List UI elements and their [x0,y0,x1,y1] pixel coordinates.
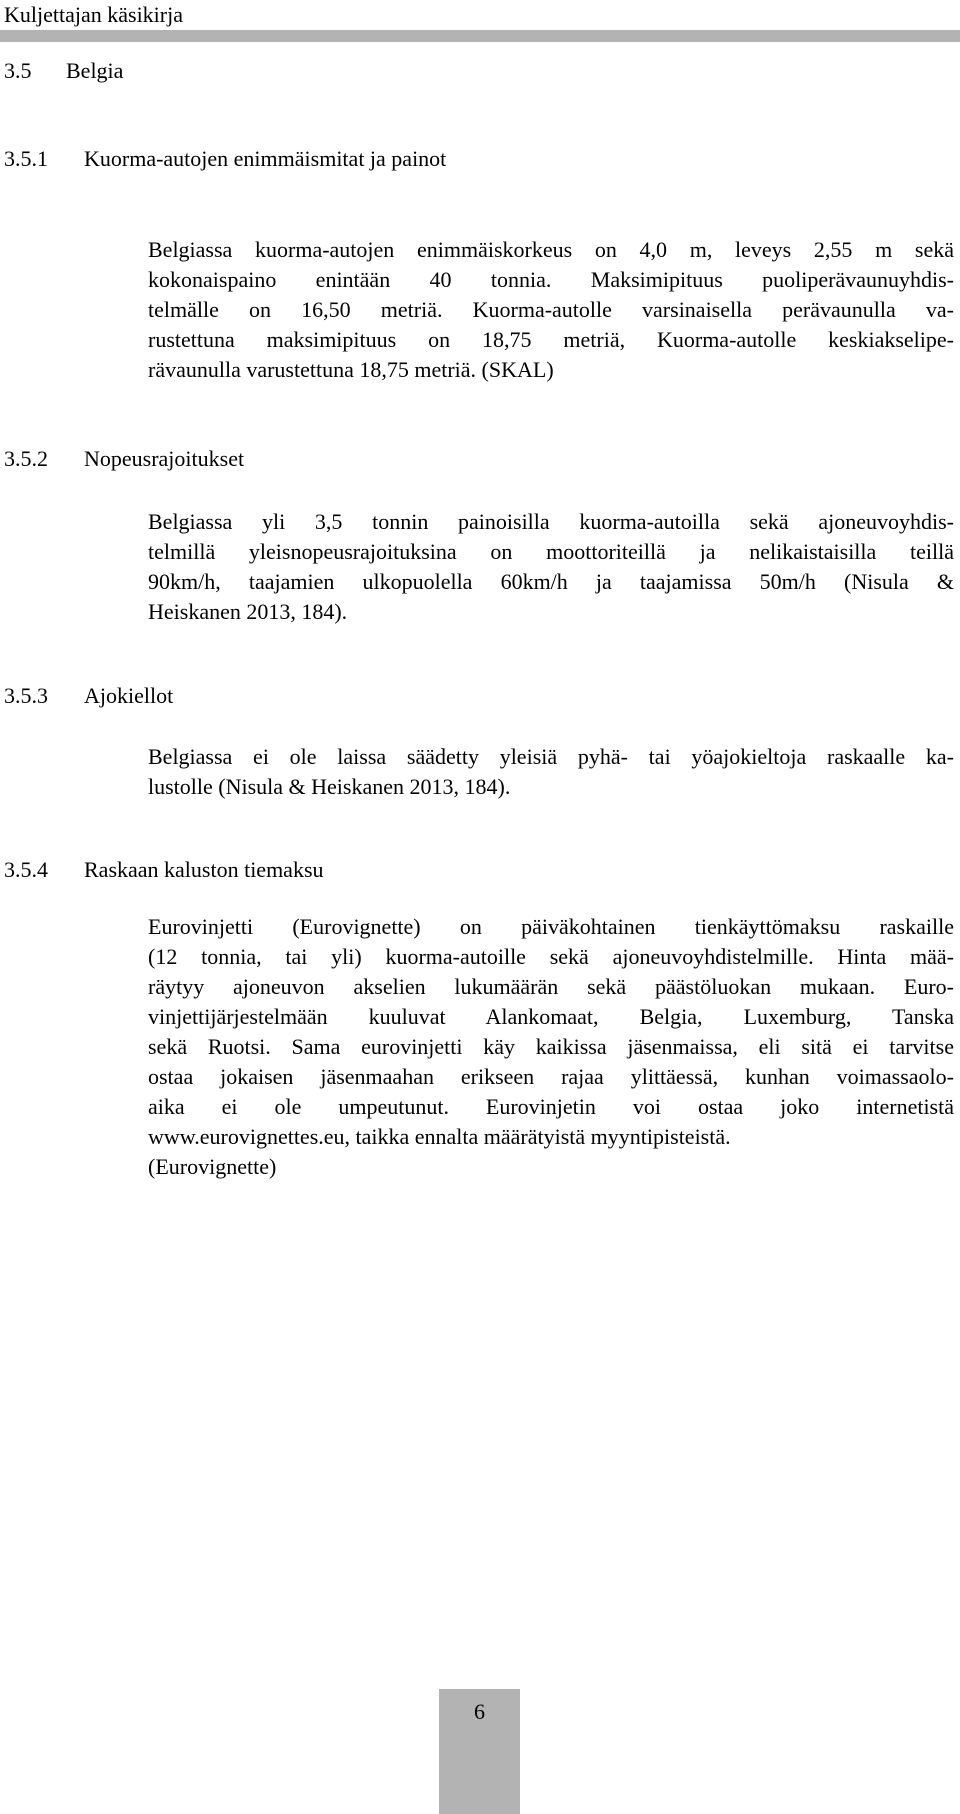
page-number: 6 [474,1699,485,1724]
paragraph-line: rustettuna maksimipituus on 18,75 metriä, Kuorma-autolle keskiakselipe- [148,327,954,352]
paragraph-line: kokonaispaino enintään 40 tonnia. Maksimipituus puoliperävaunuyhdis- [148,267,954,292]
subsection-number: 3.5.4 [4,857,48,882]
paragraph-line: Belgiassa kuorma-autojen enimmäiskorkeus on 4,0 m, leveys 2,55 m sekä [148,237,954,262]
paragraph-line: lustolle (Nisula & Heiskanen 2013, 184). [148,774,511,799]
paragraph-line: (Eurovignette) [148,1154,277,1179]
paragraph [148,507,954,627]
page-number-box [439,1689,520,1814]
paragraph-line: ostaa jokaisen jäsenmaahan erikseen rajaa ylittäessä, kunhan voimassaolo- [148,1064,954,1089]
subsection-title: Kuorma-autojen enimmäismitat ja painot [84,146,447,171]
paragraph-line: www.eurovignettes.eu, taikka ennalta määrätyistä myyntipisteistä. [148,1124,731,1149]
paragraph-line: (12 tonnia, tai yli) kuorma-autoille sekä ajoneuvoyhdistelmille. Hinta mää- [148,944,954,969]
paragraph [148,912,954,1182]
section-number: 3.5 [4,58,32,83]
paragraph-line: rävaunulla varustettuna 18,75 metriä. (SKAL) [148,357,554,382]
subsection-title: Nopeusrajoitukset [84,446,245,471]
paragraph-line: 90km/h, taajamien ulkopuolella 60km/h ja taajamissa 50m/h (Nisula & [148,569,954,594]
section-title: Belgia [66,58,124,83]
paragraph-line: vinjettijärjestelmään kuuluvat Alankomaat, Belgia, Luxemburg, Tanska [148,1004,954,1029]
subsection-number: 3.5.2 [4,446,48,471]
subsection-title: Ajokiellot [84,683,174,708]
paragraph-line: Belgiassa ei ole laissa säädetty yleisiä pyhä- tai yöajokieltoja raskaalle ka- [148,744,954,769]
paragraph-line: telmillä yleisnopeusrajoituksina on moottoriteillä ja nelikaistaisilla teillä [148,539,954,564]
paragraph [148,742,954,802]
running-header-title: Kuljettajan käsikirja [4,2,183,27]
paragraph-line: räytyy ajoneuvon akselien lukumäärän sekä päästöluokan mukaan. Euro- [148,974,954,999]
subsection-number: 3.5.1 [4,146,48,171]
header-rule [0,30,960,42]
paragraph-line: aika ei ole umpeutunut. Eurovinjetin voi ostaa joko internetistä [148,1094,954,1119]
paragraph-line: Belgiassa yli 3,5 tonnin painoisilla kuorma-autoilla sekä ajoneuvoyhdis- [148,509,954,534]
paragraph-line: Eurovinjetti (Eurovignette) on päiväkohtainen tienkäyttömaksu raskaille [148,914,954,939]
paragraph-line: sekä Ruotsi. Sama eurovinjetti käy kaikissa jäsenmaissa, eli sitä ei tarvitse [148,1034,954,1059]
paragraph-line: Heiskanen 2013, 184). [148,599,348,624]
paragraph [148,235,954,385]
subsection-number: 3.5.3 [4,683,48,708]
subsection-title: Raskaan kaluston tiemaksu [84,857,324,882]
paragraph-line: telmälle on 16,50 metriä. Kuorma-autolle varsinaisella perävaunulla va- [148,297,954,322]
